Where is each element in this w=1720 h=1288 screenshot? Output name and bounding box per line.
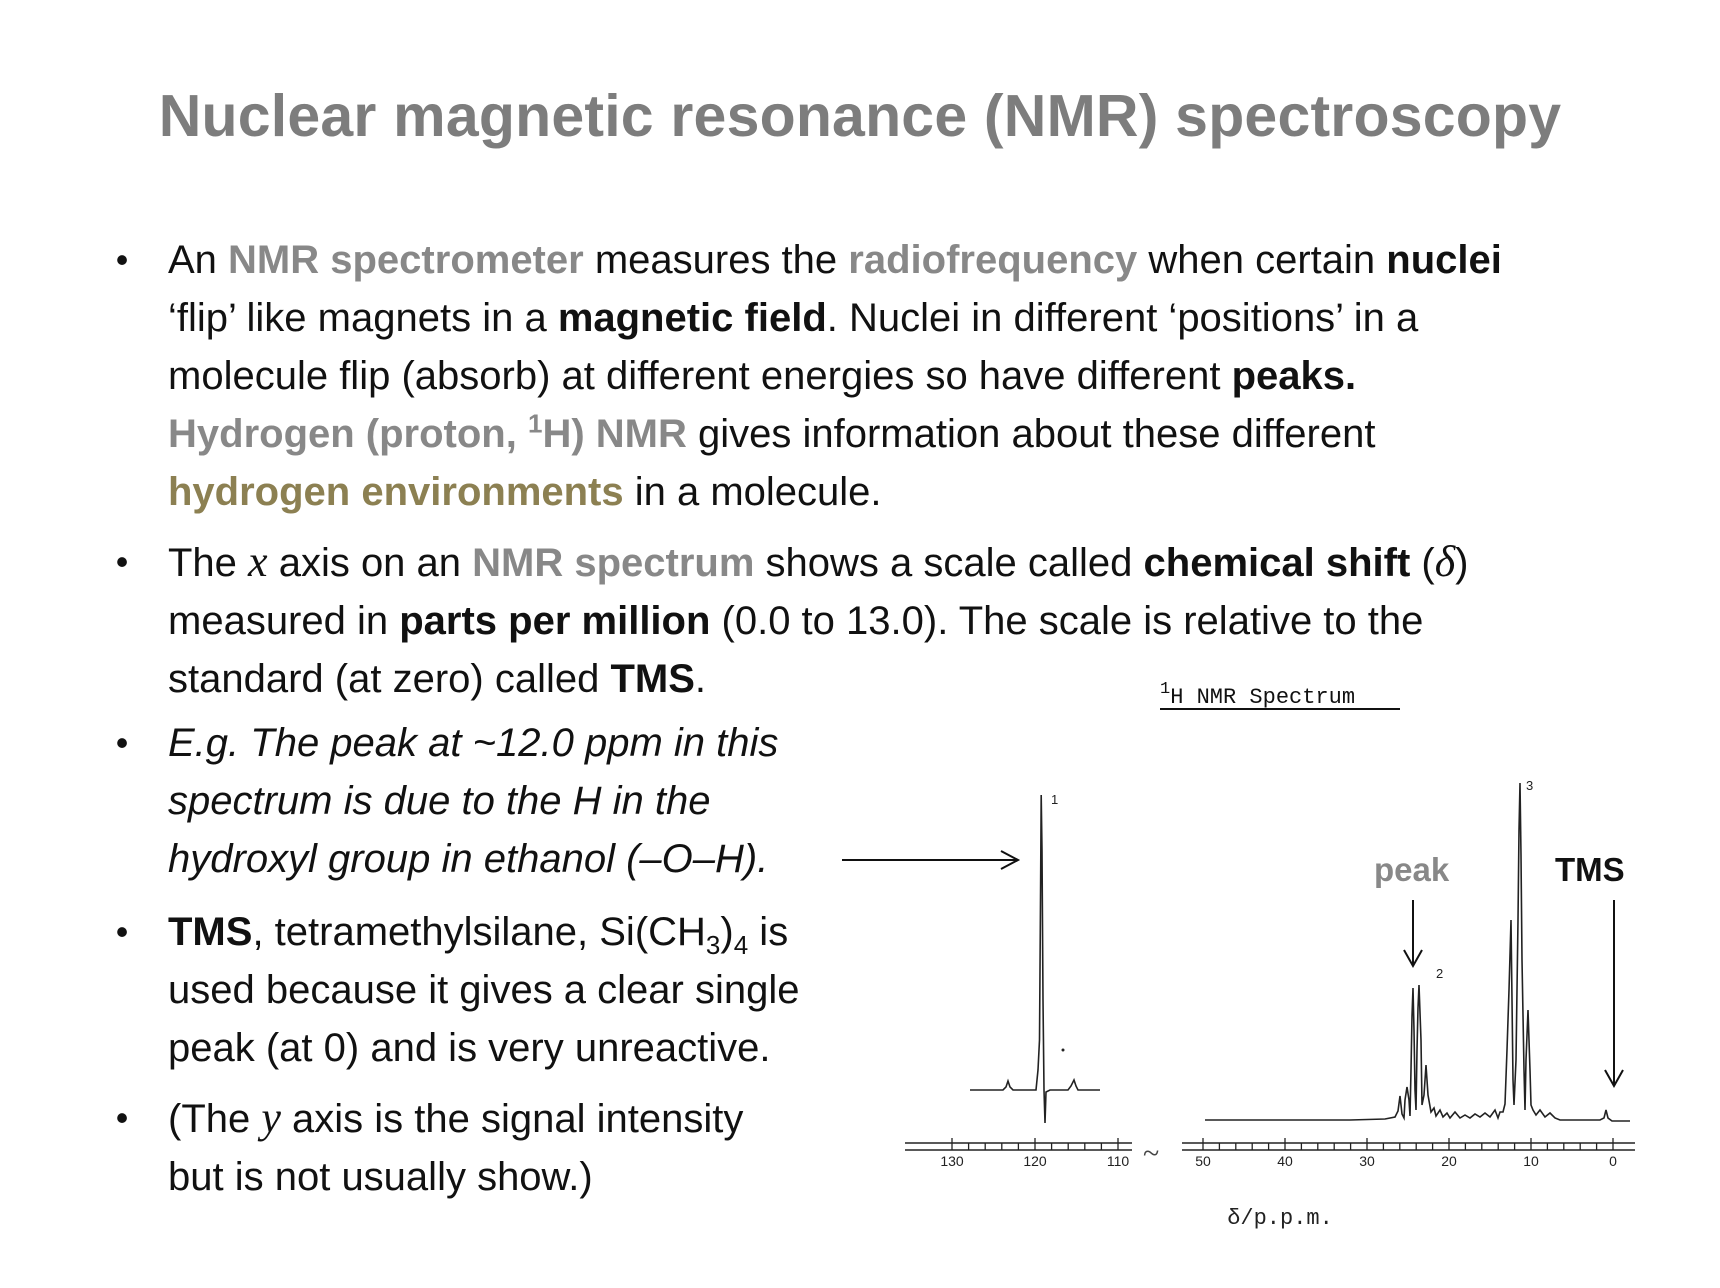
bullet-line: spectrum is due to the H in the bbox=[168, 779, 711, 823]
y-variable: y bbox=[261, 1093, 281, 1142]
tick-label: 110 bbox=[1106, 1153, 1130, 1169]
bullet-line: molecule flip (absorb) at different energies so have different peaks. bbox=[168, 354, 1357, 398]
term-magnetic-field: magnetic field bbox=[557, 296, 827, 340]
x-variable: x bbox=[248, 537, 268, 586]
x-axis bbox=[905, 1143, 1635, 1150]
right-axis-ticks bbox=[1203, 1138, 1613, 1150]
tick-label: 0 bbox=[1609, 1153, 1617, 1169]
spectrum-header: $^1$H NMR Spectrum bbox=[1160, 680, 1356, 710]
bullet-line: hydrogen environments in a molecule. bbox=[168, 470, 882, 514]
bullet-line: An NMR spectrometer measures the radiofrequency when certain nuclei bbox=[168, 238, 1502, 282]
term-peaks: peaks. bbox=[1231, 354, 1357, 398]
bullet-dot: • bbox=[115, 239, 129, 280]
term-nuclei: nuclei bbox=[1386, 238, 1502, 282]
term-tms: TMS bbox=[610, 657, 695, 701]
peak-label: 3 bbox=[1526, 778, 1534, 793]
annotation-peak: peak bbox=[1374, 851, 1450, 888]
tick-label: 40 bbox=[1277, 1153, 1293, 1169]
bullet-line: The x axis on an NMR spectrum shows a scale called chemical shift (δ) bbox=[168, 537, 1469, 586]
term-ppm: parts per million bbox=[399, 599, 711, 643]
tick-label: 120 bbox=[1023, 1153, 1047, 1169]
bullet-line: used because it gives a clear single bbox=[168, 968, 800, 1012]
tick-label: 50 bbox=[1195, 1153, 1211, 1169]
bullet-line: TMS, tetramethylsilane, $Si(CH_3)_4$ is bbox=[168, 910, 789, 960]
bullet-line: measured in parts per million (0.0 to 13.0). The scale is relative to the bbox=[168, 599, 1424, 643]
left-axis-ticks bbox=[952, 1138, 1118, 1150]
tick-label: 30 bbox=[1359, 1153, 1375, 1169]
slide-title: Nuclear magnetic resonance (NMR) spectroscopy bbox=[158, 83, 1562, 149]
bullet-line: hydroxyl group in ethanol (–O–H). bbox=[168, 837, 769, 881]
pointer-arrow bbox=[842, 851, 1018, 869]
peak-label: 1 bbox=[1051, 792, 1059, 807]
bullet-line: Hydrogen (proton, $^1$H) NMR gives information about these different bbox=[168, 408, 1376, 456]
bullet-line: ‘flip’ like magnets in a magnetic field. Nuclei in different ‘positions’ in a bbox=[168, 296, 1419, 340]
bullet-line: peak (at 0) and is very unreactive. bbox=[168, 1026, 771, 1070]
bullet-line: standard (at zero) called TMS. bbox=[168, 657, 707, 701]
peak-label: 2 bbox=[1436, 966, 1444, 981]
spectrum-trace-left bbox=[970, 795, 1100, 1123]
tick-label: 130 bbox=[940, 1153, 964, 1169]
bullet-dot: • bbox=[115, 911, 129, 952]
delta-symbol: δ bbox=[1434, 537, 1456, 586]
term-nmr-spectrometer: NMR spectrometer bbox=[228, 238, 584, 282]
axis-break-symbol: ~ bbox=[1143, 1137, 1160, 1170]
bullet-dot: • bbox=[115, 1097, 129, 1138]
tick-label: 20 bbox=[1441, 1153, 1457, 1169]
term-chemical-shift: chemical shift bbox=[1143, 541, 1411, 585]
term-hydrogen-nmr: Hydrogen (proton, $^1$H) NMR bbox=[168, 408, 687, 456]
bullet-line: (The y axis is the signal intensity bbox=[168, 1093, 744, 1142]
bullet-dot: • bbox=[115, 722, 129, 763]
x-axis-label: δ/p.p.m. bbox=[1227, 1206, 1333, 1231]
term-radiofrequency: radiofrequency bbox=[848, 238, 1138, 282]
bullet-dot: • bbox=[115, 541, 129, 582]
annotation-tms: TMS bbox=[1555, 851, 1625, 888]
spectrum-trace-right bbox=[1205, 783, 1630, 1121]
term-nmr-spectrum: NMR spectrum bbox=[472, 541, 755, 585]
trace-speck bbox=[1062, 1049, 1065, 1052]
term-tms: TMS bbox=[168, 910, 253, 954]
tick-label: 10 bbox=[1523, 1153, 1539, 1169]
bullet-line: but is not usually show.) bbox=[168, 1155, 593, 1199]
term-hydrogen-environments: hydrogen environments bbox=[168, 470, 624, 514]
bullet-line: E.g. The peak at ~12.0 ppm in this bbox=[168, 721, 779, 765]
